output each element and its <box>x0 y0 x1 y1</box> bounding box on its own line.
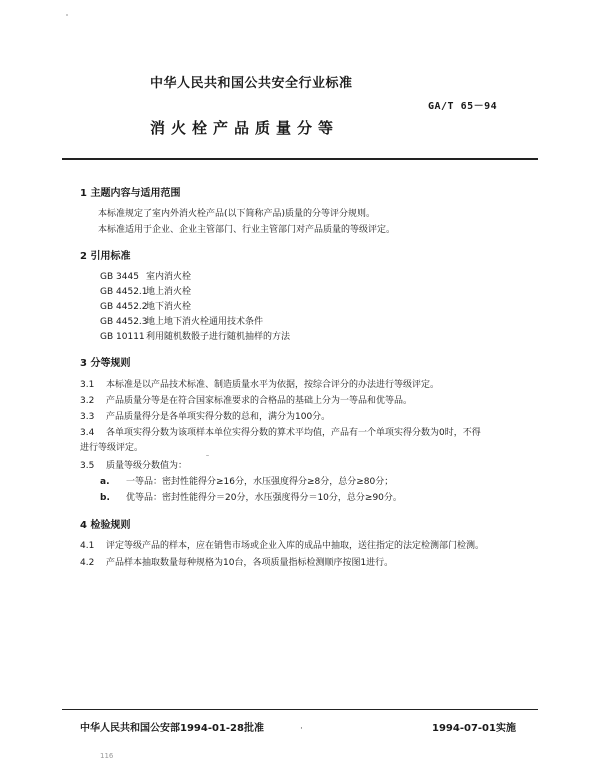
reference-item <box>100 299 191 312</box>
reference-item <box>100 329 290 342</box>
document-title: 消火栓产品质量分等 <box>150 119 340 137</box>
scan-dot: · <box>300 724 303 734</box>
section-1-paragraph-1: 本标准规定了室内外消火栓产品(以下简称产品)质量的分等评分规则。 <box>98 209 376 219</box>
footer-divider <box>62 709 538 710</box>
clause-number: 3.4 <box>80 428 95 438</box>
reference-code: GB 4452.3 <box>100 317 148 327</box>
clause-text: 产品样本抽取数量每种规格为10台，各项质量指标检测顺序按图1进行。 <box>106 558 394 568</box>
standard-code: GA/T 65－94 <box>428 101 498 112</box>
reference-code: GB 10111 <box>100 332 145 342</box>
clause-number: 4.2 <box>80 558 95 568</box>
clause-text: 产品质量分等是在符合国家标准要求的合格品的基础上分为一等品和优等品。 <box>106 396 413 406</box>
effective-date: 1994-07-01实施 <box>432 723 516 734</box>
reference-name: 地下消火栓 <box>146 302 192 312</box>
reference-name: 利用随机数骰子进行随机抽样的方法 <box>146 332 291 342</box>
clause-4-1 <box>80 538 484 551</box>
reference-name: 室内消火栓 <box>146 272 192 282</box>
reference-code: GB 4452.2 <box>100 302 148 312</box>
grade-text: 优等品：密封性能得分＝20分，水压强度得分＝10分，总分≥90分。 <box>126 493 402 503</box>
scan-speck <box>66 14 68 16</box>
reference-item <box>100 269 191 282</box>
clause-number: 3.5 <box>80 461 95 471</box>
approval-statement: 中华人民共和国公安部1994-01-28批准 <box>80 723 264 734</box>
clause-number: 4.1 <box>80 541 95 551</box>
clause-4-2 <box>80 555 393 568</box>
reference-code: GB 3445 <box>100 272 139 282</box>
reference-item <box>100 284 191 297</box>
section-1-heading: 1 主题内容与适用范围 <box>80 188 181 199</box>
clause-text: 产品质量得分是各单项实得分数的总和，满分为100分。 <box>106 412 331 422</box>
grade-label: a. <box>100 477 110 487</box>
clause-number: 3.1 <box>80 380 95 390</box>
clause-text: 各单项实得分数为该项样本单位实得分数的算术平均值，产品有一个单项实得分数为0时，不得 <box>106 428 481 438</box>
clause-text: 质量等级分数值为： <box>106 461 188 471</box>
header-divider <box>62 158 538 160</box>
reference-name: 地上地下消火栓通用技术条件 <box>146 317 264 327</box>
grade-label: b. <box>100 493 110 503</box>
reference-code: GB 4452.1 <box>100 287 148 297</box>
clause-3-1 <box>80 377 439 390</box>
section-4-heading: 4 检验规则 <box>80 520 131 531</box>
clause-3-2 <box>80 393 412 406</box>
clause-number: 3.2 <box>80 396 95 406</box>
section-1-paragraph-2: 本标准适用于企业、企业主管部门、行业主管部门对产品质量的等级评定。 <box>98 225 396 235</box>
scan-speck <box>206 455 209 456</box>
clause-3-3 <box>80 409 330 422</box>
reference-item <box>100 314 263 327</box>
clause-3-4-continued: 进行等级评定。 <box>80 443 144 453</box>
clause-text: 本标准是以产品技术标准、制造质量水平为依据，按综合评分的办法进行等级评定。 <box>106 380 440 390</box>
clause-3-5 <box>80 458 187 471</box>
grade-text: 一等品：密封性能得分≥16分，水压强度得分≥8分，总分≥80分； <box>126 477 394 487</box>
clause-text: 评定等级产品的样本，应在销售市场或企业入库的成品中抽取，送往指定的法定检测部门检测。 <box>106 541 485 551</box>
reference-name: 地上消火栓 <box>146 287 192 297</box>
clause-3-4 <box>80 425 481 438</box>
page-number: 116 <box>100 752 114 760</box>
section-3-heading: 3 分等规则 <box>80 358 131 369</box>
clause-number: 3.3 <box>80 412 95 422</box>
grade-item-a <box>100 474 393 487</box>
issuing-organization: 中华人民共和国公共安全行业标准 <box>150 76 353 91</box>
grade-item-b <box>100 490 402 503</box>
section-2-heading: 2 引用标准 <box>80 251 131 262</box>
